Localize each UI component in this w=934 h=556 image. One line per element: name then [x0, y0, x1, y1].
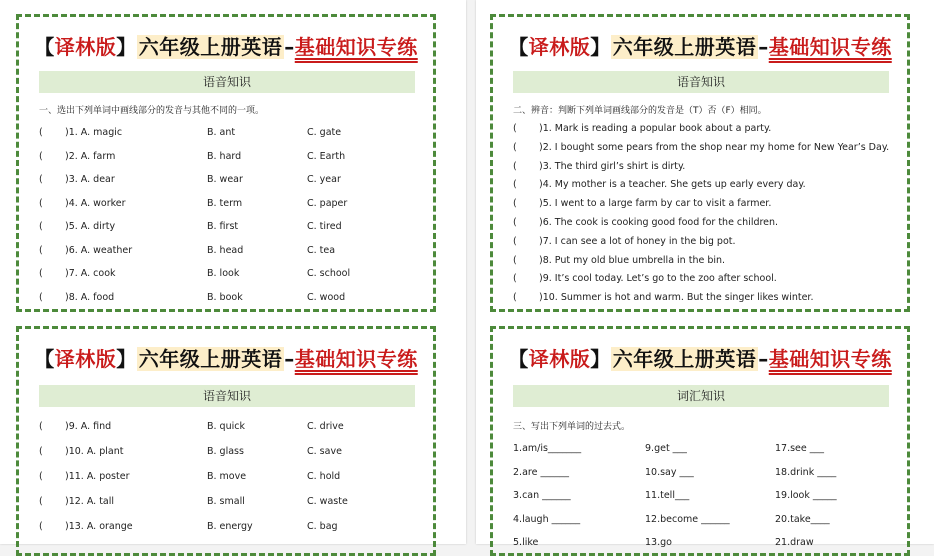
- card-phonics-3: [16, 326, 436, 556]
- option-text: C. year: [307, 174, 341, 185]
- answer-blank: (: [39, 150, 43, 162]
- section-bar: 语音知识: [39, 385, 415, 407]
- question-row: [513, 255, 897, 271]
- question-text: )4. My mother is a teacher. She gets up early every day.: [539, 179, 806, 191]
- question-text: )10. Summer is hot and warm. But the singer likes winter.: [539, 292, 814, 304]
- card-title: 【译林版】 六年级上册英语 –基础知识专练: [34, 35, 418, 59]
- question-text: )5. I went to a large farm by car to visit a farmer.: [539, 198, 772, 210]
- option-text: B. term: [207, 197, 243, 209]
- option-text: )7. A. cook: [65, 268, 116, 279]
- answer-blank: (: [513, 179, 517, 191]
- option-text: B. move: [207, 471, 247, 482]
- answer-blank: (: [39, 471, 43, 482]
- option-text: C. drive: [307, 421, 344, 432]
- answer-blank: (: [513, 292, 517, 304]
- option-text: )8. A. food: [65, 291, 115, 303]
- option-text: C. Earth: [307, 150, 346, 162]
- section-bar: 语音知识: [39, 71, 415, 93]
- question-row: [513, 273, 897, 289]
- option-text: B. look: [207, 268, 240, 279]
- option-text: )10. A. plant: [65, 446, 124, 457]
- option-text: )11. A. poster: [65, 471, 130, 482]
- answer-blank: (: [39, 221, 43, 232]
- vocab-item: 18.drink ____: [775, 466, 837, 478]
- section-bar: 词汇知识: [513, 385, 889, 407]
- option-text: C. hold: [307, 471, 341, 482]
- question-text: )1. Mark is reading a popular book about a party.: [539, 123, 772, 134]
- vocab-item: 2.are ______: [513, 466, 569, 478]
- question-row: [513, 179, 897, 195]
- card-phonics-1: [16, 14, 436, 312]
- option-text: B. book: [207, 291, 243, 303]
- option-text: )6. A. weather: [65, 244, 133, 256]
- card-vocabulary: [490, 326, 910, 556]
- question-text: )8. Put my old blue umbrella in the bin.: [539, 254, 726, 266]
- vocab-row: [513, 537, 897, 553]
- question-row: [513, 236, 897, 252]
- vocab-item: 13.go: [645, 537, 672, 548]
- vocab-item: 4.laugh ______: [513, 513, 581, 525]
- question-text: )2. I bought some pears from the shop near my home for New Year’s Day.: [539, 141, 890, 153]
- section-bar: 语音知识: [513, 71, 889, 93]
- answer-blank: (: [513, 217, 517, 228]
- instruction: 三、写出下列单词的过去式。: [513, 422, 631, 432]
- vocab-item: 5.like: [513, 537, 539, 548]
- option-text: C. waste: [307, 496, 348, 507]
- option-text: C. wood: [307, 291, 346, 303]
- question-text: )9. It’s cool today. Let’s go to the zoo after school.: [539, 273, 777, 285]
- answer-blank: (: [39, 268, 43, 279]
- option-text: B. energy: [207, 521, 253, 532]
- question-text: )7. I can see a lot of honey in the big pot.: [539, 235, 736, 247]
- question-text: )6. The cook is cooking good food for the children.: [539, 217, 779, 228]
- answer-blank: (: [39, 521, 43, 532]
- answer-blank: (: [39, 174, 43, 185]
- instruction: 二、辨音：判断下列单词画线部分的发音是（T）否（F）相同。: [513, 106, 767, 116]
- option-text: )5. A. dirty: [65, 221, 116, 232]
- question-row: [513, 123, 897, 139]
- vocab-row: [513, 443, 897, 459]
- vocab-item: 11.tell___: [645, 490, 690, 501]
- option-text: C. bag: [307, 521, 338, 532]
- option-text: C. paper: [307, 197, 348, 209]
- vocab-row: [513, 467, 897, 483]
- question-row: [39, 174, 423, 190]
- question-row: [513, 161, 897, 177]
- card-title: 【译林版】 六年级上册英语 –基础知识专练: [508, 347, 892, 371]
- option-text: B. head: [207, 244, 244, 256]
- question-row: [513, 198, 897, 214]
- vocab-row: [513, 514, 897, 530]
- option-text: B. wear: [207, 174, 243, 185]
- question-row: [39, 292, 423, 308]
- answer-blank: (: [513, 273, 517, 285]
- option-text: B. hard: [207, 150, 242, 162]
- option-text: C. tired: [307, 221, 342, 232]
- option-text: B. glass: [207, 446, 244, 457]
- question-row: [39, 496, 423, 512]
- option-text: )9. A. find: [65, 421, 112, 432]
- answer-blank: (: [513, 123, 517, 134]
- card-phonics-2: [490, 14, 910, 312]
- question-row: [39, 127, 423, 143]
- option-text: B. quick: [207, 421, 245, 432]
- vocab-item: 19.look _____: [775, 490, 837, 501]
- option-text: C. tea: [307, 244, 336, 256]
- answer-blank: (: [513, 141, 517, 153]
- question-row: [39, 221, 423, 237]
- option-text: C. save: [307, 446, 342, 457]
- question-row: [39, 446, 423, 462]
- vocab-row: [513, 490, 897, 506]
- question-row: [513, 142, 897, 158]
- question-row: [513, 217, 897, 233]
- answer-blank: (: [39, 197, 43, 209]
- option-text: )12. A. tall: [65, 496, 115, 507]
- answer-blank: (: [39, 291, 43, 303]
- option-text: )4. A. worker: [65, 197, 126, 209]
- question-text: )3. The third girl’s shirt is dirty.: [539, 160, 686, 172]
- question-row: [39, 521, 423, 537]
- option-text: B. small: [207, 496, 245, 507]
- question-row: [513, 292, 897, 308]
- vocab-item: 17.see ___: [775, 443, 825, 454]
- question-row: [39, 471, 423, 487]
- answer-blank: (: [513, 198, 517, 210]
- vocab-item: 1.am/is_______: [513, 443, 582, 454]
- instruction: 一、选出下列单词中画线部分的发音与其他不同的一项。: [39, 106, 265, 116]
- card-title: 【译林版】 六年级上册英语 –基础知识专练: [34, 347, 418, 371]
- option-text: C. gate: [307, 127, 342, 138]
- answer-blank: (: [39, 127, 43, 138]
- vocab-item: 20.take____: [775, 513, 830, 525]
- option-text: )2. A. farm: [65, 150, 116, 162]
- vocab-item: 12.become ______: [645, 513, 730, 525]
- answer-blank: (: [39, 496, 43, 507]
- vocab-item: 9.get ___: [645, 443, 687, 454]
- option-text: C. school: [307, 268, 351, 279]
- answer-blank: (: [39, 421, 43, 432]
- answer-blank: (: [39, 446, 43, 457]
- answer-blank: (: [513, 254, 517, 266]
- option-text: )3. A. dear: [65, 174, 115, 185]
- question-row: [39, 151, 423, 167]
- option-text: )1. A. magic: [65, 127, 123, 138]
- question-row: [39, 421, 423, 437]
- vocab-item: 21.draw: [775, 537, 814, 548]
- option-text: )13. A. orange: [65, 521, 133, 532]
- option-text: B. first: [207, 221, 239, 232]
- answer-blank: (: [513, 160, 517, 172]
- question-row: [39, 245, 423, 261]
- card-title: 【译林版】 六年级上册英语 –基础知识专练: [508, 35, 892, 59]
- question-row: [39, 268, 423, 284]
- option-text: B. ant: [207, 127, 236, 138]
- question-row: [39, 198, 423, 214]
- vocab-item: 3.can ______: [513, 490, 571, 501]
- answer-blank: (: [513, 235, 517, 247]
- answer-blank: (: [39, 244, 43, 256]
- vocab-item: 10.say ___: [645, 466, 694, 478]
